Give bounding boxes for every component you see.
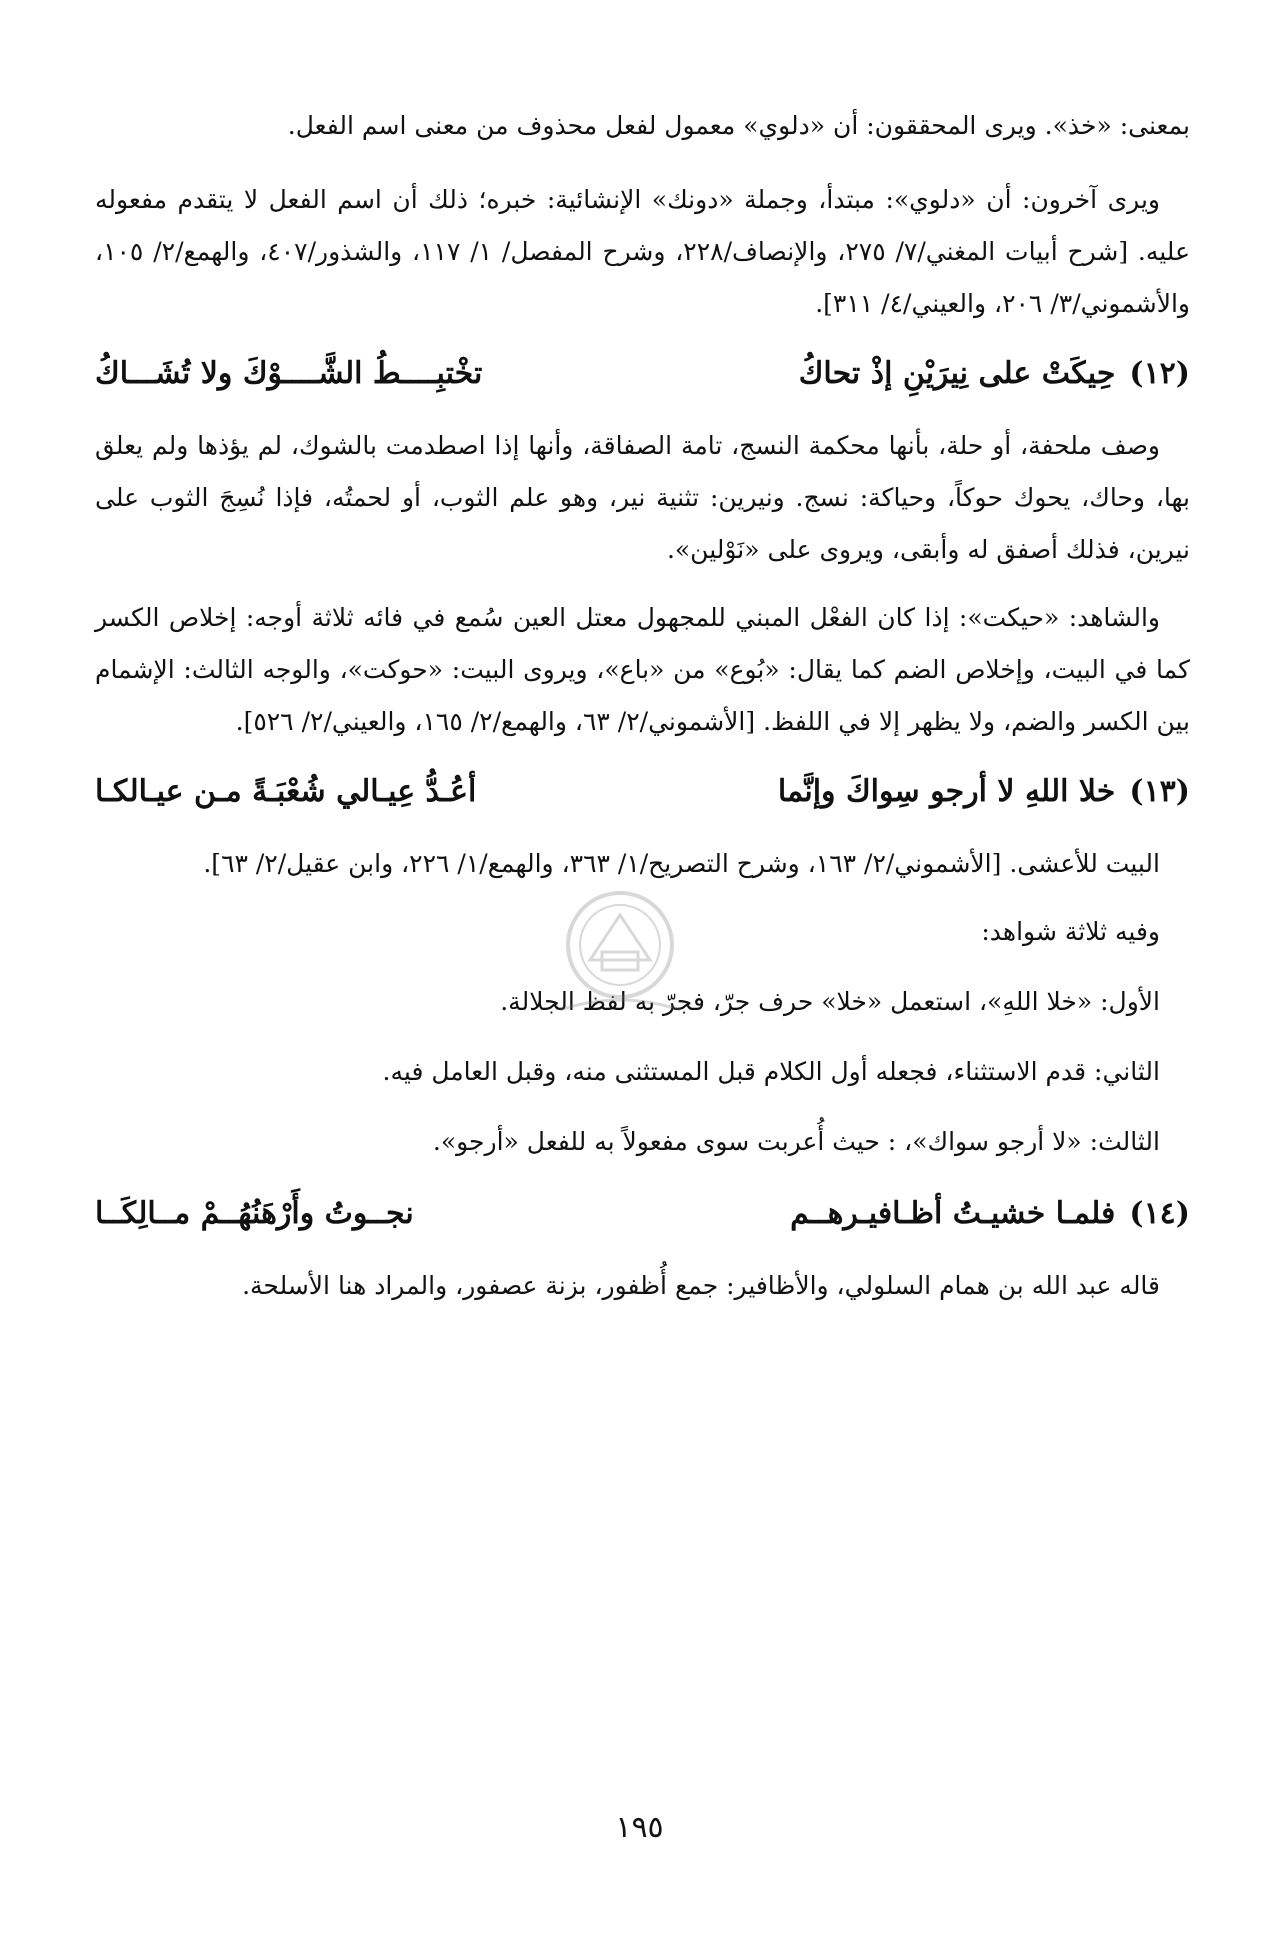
verse-13 <box>95 764 1190 820</box>
paragraph-verse-14-source: قاله عبد الله بن همام السلولي، والأظافير: جمع أُظفور، بزنة عصفور، والمراد هنا الأسلحة. <box>242 1271 1160 1300</box>
witness-second: الثاني: قدم الاستثناء، فجعله أول الكلام قبل المستثنى منه، وقبل العامل فيه. <box>382 1057 1160 1086</box>
verse-13-number: (١٣) <box>1129 774 1190 809</box>
page-number: ١٩٥ <box>615 1810 664 1845</box>
paragraph-verse-12-description: وصف ملحفة، أو حلة، بأنها محكمة النسج، تامة الصفاقة، وأنها إذا اصطدمت بالشوك، لم يؤذها ولم يعلق بها، وحاك، يحوك حوكاً، وحياكة: نسج. ونيرين: تثنية نير، وهو علم الثوب، أو لحمتُه، فإذا نُسِجَ الثوب على نيرين، فذلك أصفق له وأبقى، ويروى على «نَوْلين». <box>95 431 1190 564</box>
verse-14-second-hemistich: نجــوتُ وأَرْهَنُهُــمْ مــالِكَــا <box>95 1196 414 1231</box>
verse-12-second-hemistich: تخْتبِــــطُ الشَّــــوْكَ ولا تُشَـــاكُ <box>95 356 483 391</box>
paragraph-verse-13-source: البيت للأعشى. [الأشموني/٢/ ١٦٣، وشرح التصريح/١/ ٣٦٣، والهمع/١/ ٢٢٦، وابن عقيل/٢/ ٦٣]. <box>203 849 1160 878</box>
witness-first: الأول: «خلا اللهِ»، استعمل «خلا» حرف جرّ، فجرّ به لفظ الجلالة. <box>500 987 1160 1016</box>
witness-third: الثالث: «لا أرجو سواك»، : حيث أُعربت سوى مفعولاً به للفعل «أرجو». <box>432 1127 1160 1156</box>
page-body <box>95 100 1190 1328</box>
verse-14-number: (١٤) <box>1129 1196 1190 1231</box>
paragraph-others-view: ويرى آخرون: أن «دلوي»: مبتدأ، وجملة «دونك» الإنشائية: خبره؛ ذلك أن اسم الفعل لا يتقدم مفعوله عليه. [شرح أبيات المغني/٧/ ٢٧٥، والإنصاف/٢٢٨، وشرح المفصل/ ١/ ١١٧، والشذور/٤٠٧، والهمع/٢/ ١٠٥، والأشموني/٣/ ٢٠٦، والعيني/٤/ ٣١١]. <box>95 185 1191 318</box>
intro-line: بمعنى: «خذ». ويرى المحققون: أن «دلوي» معمول لفعل محذوف من معنى اسم الفعل. <box>287 111 1190 140</box>
verse-12-first-hemistich: حِيكَتْ على نِيرَيْنِ إذْ تحاكُ <box>798 356 1116 391</box>
library-seal-watermark-icon <box>540 880 700 1030</box>
verse-12 <box>95 346 1190 402</box>
verse-12-number: (١٢) <box>1129 356 1190 391</box>
verse-13-second-hemistich: أعُـدُّ عِيـالي شُعْبَـةً مـن عيـالكـا <box>95 774 477 809</box>
verse-14-first-hemistich: فلمـا خشيـتُ أظـافيـرهــم <box>790 1196 1116 1231</box>
paragraph-verse-12-witness: والشاهد: «حيكت»: إذا كان الفعْل المبني للمجهول معتل العين سُمع في فائه ثلاثة أوجه: إخلاص الكسر كما في البيت، وإخلاص الضم كما يقال: «بُوع» من «باع»، ويروى البيت: «حوكت»، والوجه الثالث: الإشمام بين الكسر والضم، ولا يظهر إلا في اللفظ. [الأشموني/٢/ ٦٣، والهمع/٢/ ١٦٥، والعيني/٢/ ٥٢٦]. <box>95 603 1190 736</box>
verse-13-first-hemistich: خلا اللهِ لا أرجو سِواكَ وإنَّما <box>777 774 1116 809</box>
witnesses-intro: وفيه ثلاثة شواهد: <box>981 917 1160 946</box>
verse-14 <box>95 1186 1190 1242</box>
